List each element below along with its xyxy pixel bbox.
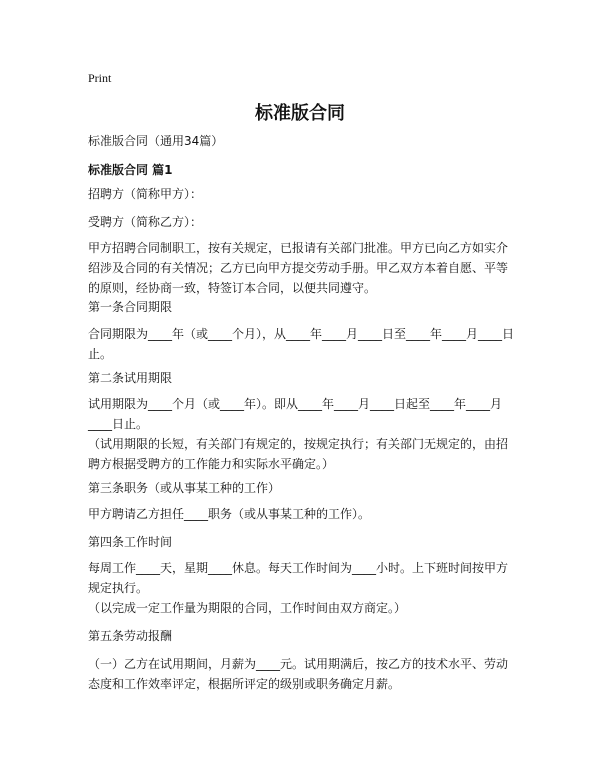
section-title: 标准版合同 篇1 [88, 163, 173, 177]
article-4-title: 第四条工作时间 [88, 535, 173, 549]
article-5-title: 第五条劳动报酬 [88, 629, 173, 643]
party-b-line: 受聘方（简称乙方）： [88, 215, 203, 229]
page-title: 标准版合同 [255, 103, 345, 124]
intro-paragraph: 甲方招聘合同制职工，按有关规定，已报请有关部门批准。甲方已向乙方如实介绍涉及合同的有关情况；乙方已向甲方提交劳动手册。甲乙双方本着自愿、平等的原则，经协商一致，特签订本合同，以便共同遵守。 [88, 241, 509, 295]
article-2-text: 试用期限为____个月（或____年）。即从____年____月____日起至____年____月____日止。 [88, 397, 503, 431]
article-3-text: 甲方聘请乙方担任____职务（或从事某工种的工作）。 [88, 507, 371, 521]
article-5-text: （一）乙方在试用期间，月薪为____元。试用期满后，按乙方的技术水平、劳动态度和工作效率评定，根据所评定的级别或职务确定月薪。 [88, 657, 509, 691]
article-4-note: （以完成一定工作量为期限的合同，工作时间由双方商定。） [88, 601, 407, 615]
article-4-text: 每周工作____天，星期____休息。每天工作时间为____小时。上下班时间按甲方规定执行。 [88, 561, 509, 595]
subtitle: 标准版合同（通用34篇） [88, 134, 224, 148]
article-2-title: 第二条试用期限 [88, 371, 173, 385]
party-a-line: 招聘方（简称甲方）： [88, 187, 203, 201]
article-1-title: 第一条合同期限 [88, 300, 173, 314]
print-label: Print [88, 71, 112, 85]
article-2-note: （试用期限的长短，有关部门有规定的，按规定执行；有关部门无规定的，由招聘方根据受聘方的工作能力和实际水平确定。） [88, 437, 509, 471]
article-3-title: 第三条职务（或从事某工种的工作） [88, 481, 281, 495]
article-1-text: 合同期限为____年（或____个月），从____年____月____日至____年____月____日止。 [88, 327, 515, 361]
